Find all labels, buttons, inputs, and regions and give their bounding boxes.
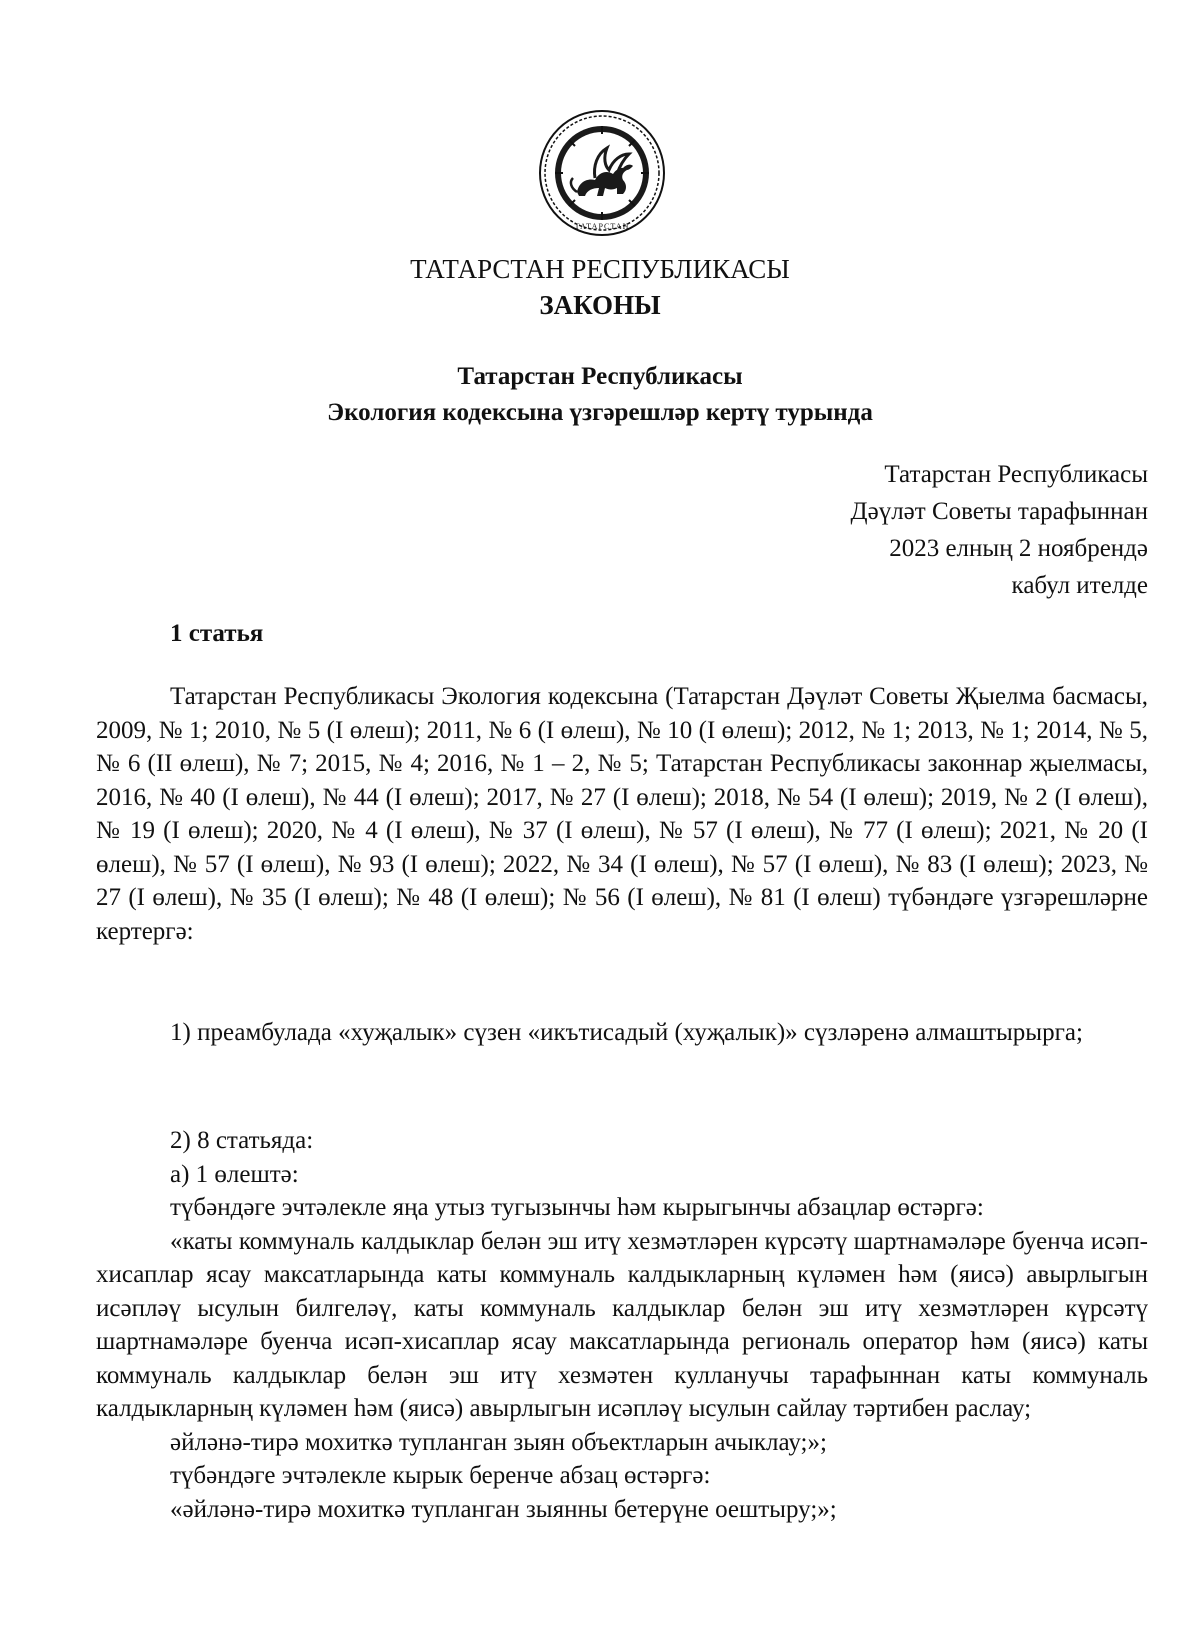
emblem-ring-text: ТАТАРСТАН [574, 222, 630, 231]
tatarstan-coat-of-arms-icon [537, 108, 667, 238]
adoption-line-3: 2023 елның 2 ноябрендә [889, 535, 1148, 562]
item-2-a-instruction-2: түбәндәге эчтәлекле кырык беренче абзац өстәргә: [170, 1462, 711, 1489]
adoption-line-1: Татарстан Республикасы [884, 461, 1148, 488]
law-subtitle-line1: Татарстан Республикасы [457, 363, 743, 390]
adoption-statement [851, 456, 1148, 604]
article-intro-paragraph: Татарстан Республикасы Экология кодексына (Татарстан Дәүләт Советы Җыелма басмасы, 2009, № 1; 2010, № 5 (I өлеш); 2011, № 6 (I өлеш), № 10 (I өлеш); 2012, № 1; 2013, № 1; 2014, № 5, № 6 (II өлеш), № 7; 2015, № 4; 2016, № 1 – 2, № 5; Татарстан Республикасы законнар җыелмасы, 2016, № 40 (I өлеш), № 44 (I өлеш); 2017, № 27 (I өлеш); 2018, № 54 (I өлеш); 2019, № 2 (I өлеш), № 19 (I өлеш); 2020, № 4 (I өлеш), № 37 (I өлеш), № 57 (I өлеш), № 77 (I өлеш); 2021, № 20 (I өлеш), № 57 (I өлеш), № 93 (I өлеш); 2022, № 34 (I өлеш), № 57 (I өлеш), № 83 (I өлеш); 2023, № 27 (I өлеш), № 35 (I өлеш); № 48 (I өлеш); № 56 (I өлеш), № 81 (I өлеш) түбәндәге үзгәрешләрне кертергә: [96, 683, 1148, 945]
item-2-a-instruction-1: түбәндәге эчтәлекле яңа утыз тугызынчы һәм кырыгынчы абзацлар өстәргә: [170, 1194, 984, 1221]
law-title-heading: ЗАКОНЫ [539, 290, 661, 320]
item-2-a-quote-1: «каты коммуналь калдыклар белән эш итү хезмәтләрен күрсәтү шартнамәләре буенча исәп-хисаплар ясау максатларында каты коммуналь калдыкларның күләмен һәм (яисә) авырлыгын исәпләү ысулын билгеләү, каты коммуналь калдыклар белән эш итү хезмәтләрен күрсәтү шартнамәләре буенча исәп-хисаплар ясау максатларында региональ оператор һәм (яисә) каты коммуналь калдыклар белән эш итү хезмәтен кулланучы тарафыннан каты коммуналь калдыкларның күләмен һәм (яисә) авырлыгын исәпләү ысулын сайлау тәртибен раслау; [96, 1227, 1148, 1422]
state-name-heading: ТАТАРСТАН РЕСПУБЛИКАСЫ [410, 254, 790, 284]
item-2-subitem-a: а) 1 өлештә: [170, 1160, 299, 1188]
article-intro-block [96, 680, 1148, 948]
item-1-paragraph: 1) преамбулада «хуҗалык» сүзен «икътисадый (хуҗалык)» сүзләренә алмаштырырга; [170, 1019, 1083, 1046]
article-heading: 1 статья [170, 620, 264, 647]
item-2-a-quote-3: «әйләнә-тирә мохиткә тупланган зыянны бетерүне оештыру;»; [170, 1495, 837, 1523]
adoption-line-2: Дәүләт Советы тарафыннан [850, 498, 1148, 525]
law-subtitle-line2: Экология кодексына үзгәрешләр кертү турында [327, 399, 873, 426]
item-2-heading: 2) 8 статьяда: [170, 1127, 314, 1154]
coat-of-arms-emblem [537, 108, 667, 238]
adoption-line-4: кабул ителде [1011, 572, 1148, 599]
item-2-a-quote-2: әйләнә-тирә мохиткә тупланган зыян объектларын ачыклау;»; [170, 1428, 827, 1456]
item-2-block [96, 1124, 1148, 1526]
item-1-block [96, 1016, 1148, 1050]
